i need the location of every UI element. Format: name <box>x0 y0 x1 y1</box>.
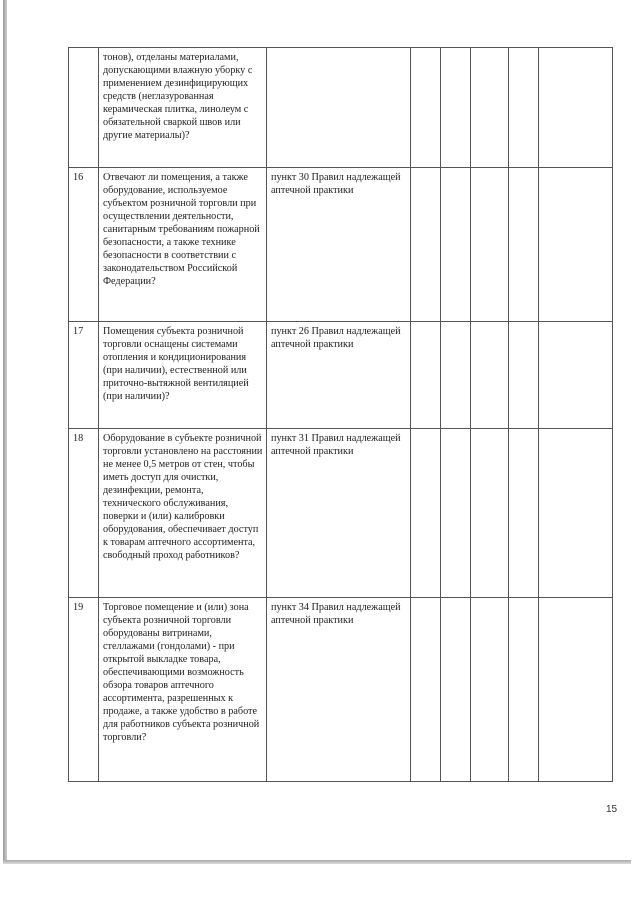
answer-yes-cell <box>411 429 441 598</box>
answer-yes-cell <box>411 168 441 322</box>
table-row <box>69 322 613 429</box>
answer-na-cell <box>471 429 509 598</box>
answer-no-cell <box>441 598 471 782</box>
table-row <box>69 598 613 782</box>
checklist-table <box>68 47 613 782</box>
requirement-question: Торговое помещение и (или) зона субъекта розничной торговли оборудованы витринами, стеллажами (гондолами) - при открытой выкладке товара, обеспечивающими возможность обзора товаров аптечного ассортимента, разрешенных к продаже, а также удобство в работе для работников субъекта розничной торговли? <box>99 598 267 782</box>
requirement-question: Отвечают ли помещения, а также оборудование, используемое субъектом розничной торговли при осуществлении деятельности, санитарным требованиям пожарной безопасности, а также технике безопасности в соответствии с законодательством Российской Федерации? <box>99 168 267 322</box>
answer-yes-cell <box>411 48 441 168</box>
row-number: 16 <box>69 168 99 322</box>
table-row <box>69 429 613 598</box>
notes-cell <box>539 48 613 168</box>
answer-no-cell <box>441 168 471 322</box>
answer-na-cell <box>471 48 509 168</box>
extra-cell <box>509 168 539 322</box>
table-row <box>69 168 613 322</box>
requirement-question: Оборудование в субъекте розничной торговли установлено на расстоянии не менее 0,5 метров от стен, чтобы иметь доступ для очистки, дезинфекции, ремонта, технического обслуживания, поверки и (или) калибровки оборудования, обеспечивает доступ к товарам аптечного ассортимента, свободный проход работников? <box>99 429 267 598</box>
row-number <box>69 48 99 168</box>
legal-reference: пункт 34 Правил надлежащей аптечной практики <box>267 598 411 782</box>
answer-no-cell <box>441 429 471 598</box>
legal-reference: пункт 26 Правил надлежащей аптечной практики <box>267 322 411 429</box>
legal-reference: пункт 31 Правил надлежащей аптечной практики <box>267 429 411 598</box>
table-row <box>69 48 613 168</box>
answer-na-cell <box>471 168 509 322</box>
notes-cell <box>539 598 613 782</box>
answer-na-cell <box>471 322 509 429</box>
requirement-question: тонов), отделаны материалами, допускающими влажную уборку с применением дезинфицирующих средств (неглазурованная керамическая плитка, линолеум с обязательной сваркой швов или другие материалы)? <box>99 48 267 168</box>
extra-cell <box>509 598 539 782</box>
requirement-question: Помещения субъекта розничной торговли оснащены системами отопления и кондиционирования (при наличии), естественной или приточно-вытяжной вентиляцией (при наличии)? <box>99 322 267 429</box>
notes-cell <box>539 429 613 598</box>
extra-cell <box>509 322 539 429</box>
page-number: 15 <box>606 804 618 815</box>
row-number: 19 <box>69 598 99 782</box>
legal-reference: пункт 30 Правил надлежащей аптечной практики <box>267 168 411 322</box>
notes-cell <box>539 322 613 429</box>
answer-yes-cell <box>411 598 441 782</box>
row-number: 17 <box>69 322 99 429</box>
notes-cell <box>539 168 613 322</box>
extra-cell <box>509 48 539 168</box>
answer-no-cell <box>441 322 471 429</box>
extra-cell <box>509 429 539 598</box>
answer-no-cell <box>441 48 471 168</box>
answer-yes-cell <box>411 322 441 429</box>
row-number: 18 <box>69 429 99 598</box>
answer-na-cell <box>471 598 509 782</box>
legal-reference <box>267 48 411 168</box>
